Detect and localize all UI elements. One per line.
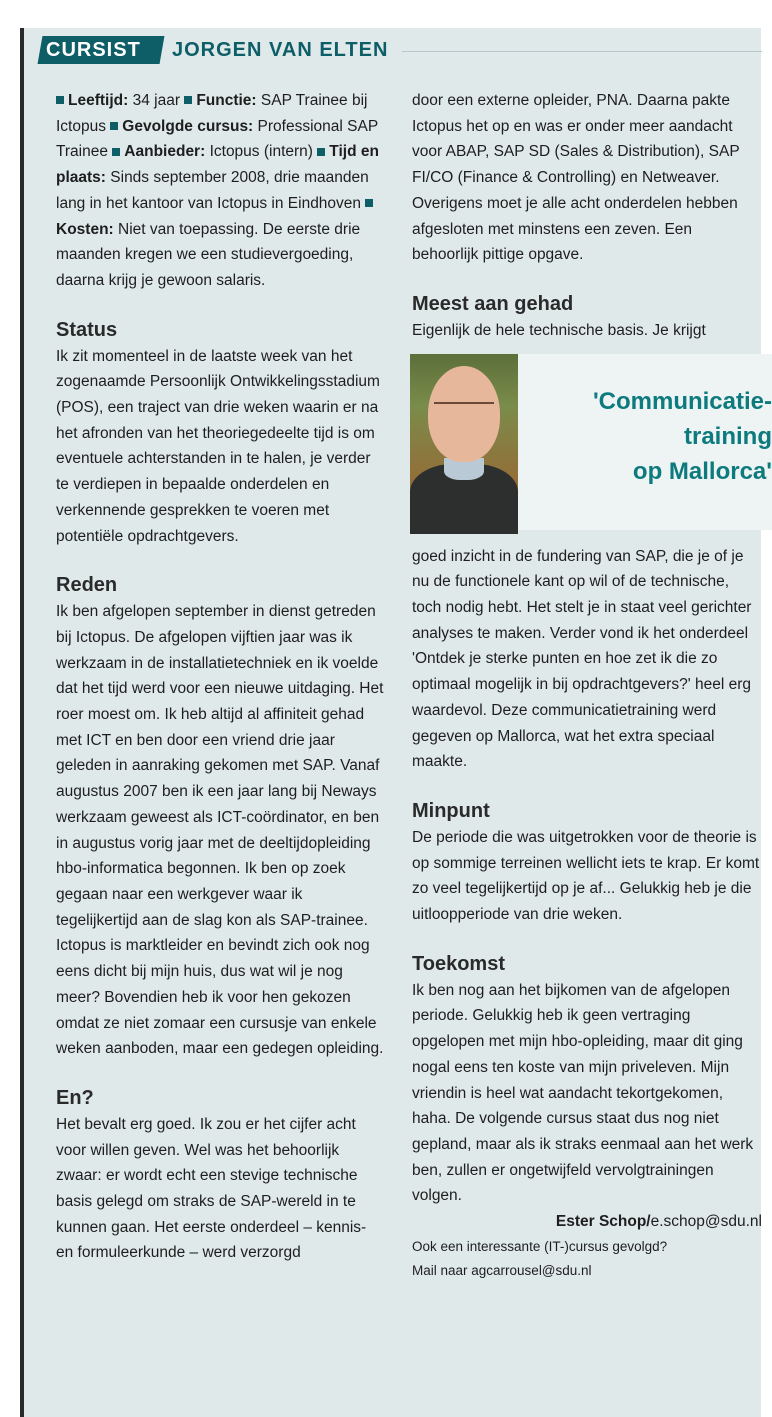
article-header bbox=[24, 34, 765, 66]
bullet-square-icon bbox=[56, 96, 64, 104]
portrait-head bbox=[428, 366, 500, 462]
bullet-square-icon bbox=[110, 122, 118, 130]
left-column bbox=[56, 88, 386, 1266]
toekomst-text: Ik ben nog aan het bijkomen van de afgelopen periode. Gelukkig heb ik geen vertraging opgelopen met mijn hbo-opleiding, maar dit ging nogal eens ten koste van mijn priveleven. Mijn vriendin is heel wat aandacht tekortgekomen, haha. De volgende cursus staat dus nog niet gepland, maar als ik straks eenmaal aan het werk ben, zullen er ongetwijfeld vervolgtrainingen volgen. bbox=[412, 981, 754, 1205]
leeftijd-value: 34 jaar bbox=[132, 92, 180, 109]
person-name: JORGEN VAN ELTEN bbox=[172, 39, 389, 61]
functie-label: Functie: bbox=[196, 92, 257, 109]
bullet-square-icon bbox=[184, 96, 192, 104]
section-tag: CURSIST bbox=[38, 36, 165, 64]
aanbieder-value: Ictopus (intern) bbox=[209, 143, 313, 161]
signature-email[interactable]: e.schop@sdu.nl bbox=[650, 1213, 762, 1231]
minpunt-text: De periode die was uitgetrokken voor de theorie is op sommige terreinen wellicht iets te krap. Er komt zo veel tegelijkertijd op je af... Gelukkig heb je die uitloopperiode van drie weken. bbox=[412, 828, 760, 924]
reden-text: Ik ben afgelopen september in dienst getreden bij Ictopus. De afgelopen vijftien jaar was ik werkzaam in de installatietechniek en ik voelde dat het tijd werd voor een nieuwe uitdaging. Het roer moest om. Ik heb altijd al affiniteit gehad met ICT en ben door een vriend drie jaar geleden in aanraking gekomen met SAP. Vanaf augustus 2007 ben ik een jaar lang bij Neways werkzaam geweest als ICT-coördinator, en ben in augustus vorig jaar met de deeltijdopleiding hbo-informatica begonnen. Ik ben op zoek gegaan naar een werkgever waar ik tegelijkertijd aan de slag kon als SAP-trainee. Ictopus is marktleider en bevindt zich ook nog eens dicht bij mijn huis, dus wat wil je nog meer? Bovendien heb ik voor hen gekozen omdat ze niet zomaar een cursusje van enkele weken aanboden, maar een gedegen opleiding. bbox=[56, 603, 384, 1058]
status-heading: Status bbox=[56, 318, 118, 341]
footer-line-2: Mail naar agcarrousel@sdu.nl bbox=[412, 1262, 592, 1278]
signature bbox=[412, 1209, 762, 1235]
tijd-value: Sinds september 2008, drie maanden lang in het kantoor van Ictopus in Eindhoven bbox=[56, 169, 369, 212]
signature-author: Ester Schop/ bbox=[555, 1213, 651, 1231]
toekomst-heading: Toekomst bbox=[412, 952, 505, 975]
kosten-value: Niet van toepassing. bbox=[118, 220, 259, 238]
bullet-square-icon bbox=[365, 199, 373, 207]
status-text: Ik zit momenteel in de laatste week van het zogenaamde Persoonlijk Ontwikkelingsstadium (POS), een traject van drie weken waarin er na het afronden van het theoriegedeelte tijd is om eventuele achterstanden in te halen, je verder te verdiepen in bepaalde onderdelen en verkennende gesprekken te voeren met potentiële opdrachtgevers. bbox=[56, 347, 380, 545]
portrait-glasses bbox=[434, 402, 494, 414]
footer-line-1: Ook een interessante (IT-)cursus gevolgd? bbox=[412, 1238, 668, 1254]
header-rule bbox=[402, 51, 762, 52]
pull-quote bbox=[593, 384, 772, 489]
kosten-label: Kosten: bbox=[56, 220, 114, 238]
leeftijd-label: Leeftijd: bbox=[68, 92, 129, 109]
cursus-label: Gevolgde cursus: bbox=[122, 117, 254, 135]
pull-quote-line-2: training bbox=[684, 422, 772, 450]
footer-note bbox=[412, 1235, 762, 1283]
pull-quote-box bbox=[410, 354, 772, 530]
bullet-square-icon bbox=[112, 148, 120, 156]
functie-value: SAP Trainee bij Ictopus bbox=[56, 92, 368, 135]
pull-quote-line-3: op Mallorca' bbox=[632, 457, 772, 485]
aanbieder-label: Aanbieder: bbox=[124, 143, 206, 161]
kosten-extra: De eerste drie maanden kregen we een studievergoeding, daarna krijg je gewoon salaris. bbox=[56, 220, 361, 289]
portrait-photo bbox=[410, 354, 518, 526]
article-page bbox=[20, 28, 772, 1417]
meest-heading: Meest aan gehad bbox=[412, 292, 574, 315]
pull-quote-line-1: 'Communicatie- bbox=[592, 387, 772, 415]
en-text-continued: door een externe opleider, PNA. Daarna pakte Ictopus het op en was er onder meer aandacht voor ABAP, SAP SD (Sales & Distribution), SAP FI/CO (Finance & Controlling) en Netweaver. Overigens moet je alle acht onderdelen hebben afgesloten met minstens een zeven. Een behoorlijk pittige opgave. bbox=[412, 92, 740, 264]
reden-heading: Reden bbox=[56, 574, 118, 597]
profile-block bbox=[56, 88, 386, 294]
right-column bbox=[412, 88, 772, 1283]
bullet-square-icon bbox=[317, 148, 325, 156]
tijd-label: Tijd en plaats: bbox=[56, 143, 379, 187]
meest-text-after: goed inzicht in de fundering van SAP, die je of je nu de functionele kant op wil of de technische, toch nodig hebt. Het stelt je in staat veel gerichter analyses te maken. Verder vond ik het onderdeel 'Ontdek je sterke punten en hoe zet ik die zo optimaal mogelijk in bij opdrachtgevers?' heel erg waardevol. Deze communicatietraining werd gegeven op Mallorca, wat het extra speciaal maakte. bbox=[412, 547, 752, 771]
en-heading: En? bbox=[56, 1086, 94, 1109]
meest-text-before: Eigenlijk de hele technische basis. Je krijgt bbox=[412, 321, 706, 339]
en-text: Het bevalt erg goed. Ik zou er het cijfer acht voor willen geven. Wel was het behoorlijk zwaar: er wordt echt een stevige technische basis gelegd om straks de SAP-wereld in te kunnen gaan. Het eerste onderdeel – kennis- en formuleerkunde – werd verzorgd bbox=[56, 1115, 367, 1262]
cursus-value: Professional SAP Trainee bbox=[56, 117, 378, 161]
minpunt-heading: Minpunt bbox=[412, 799, 490, 822]
